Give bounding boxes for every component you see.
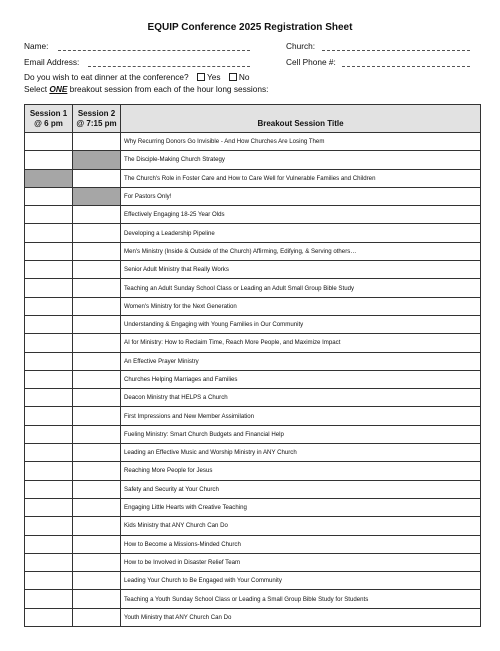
session1-select-cell[interactable] bbox=[25, 297, 73, 315]
session1-select-cell[interactable] bbox=[25, 133, 73, 151]
session1-select-cell[interactable] bbox=[25, 315, 73, 333]
session-title: The Disciple-Making Church Strategy bbox=[121, 151, 481, 169]
session-title: Leading an Effective Music and Worship Ministry in ANY Church bbox=[121, 444, 481, 462]
session1-select-cell[interactable] bbox=[25, 608, 73, 626]
session1-select-cell[interactable] bbox=[25, 187, 73, 205]
session1-select-cell[interactable] bbox=[25, 334, 73, 352]
session-title: Senior Adult Ministry that Really Works bbox=[121, 261, 481, 279]
session-title: Engaging Little Hearts with Creative Teaching bbox=[121, 498, 481, 516]
session-title: AI for Ministry: How to Reclaim Time, Reach More People, and Maximize Impact bbox=[121, 334, 481, 352]
session-title: How to Become a Missions-Minded Church bbox=[121, 535, 481, 553]
table-row bbox=[25, 590, 481, 608]
dinner-question: Do you wish to eat dinner at the conference? bbox=[24, 72, 189, 82]
table-row bbox=[25, 370, 481, 388]
session2-unavailable-cell bbox=[73, 151, 121, 169]
session2-select-cell[interactable] bbox=[73, 352, 121, 370]
session1-select-cell[interactable] bbox=[25, 224, 73, 242]
session1-select-cell[interactable] bbox=[25, 407, 73, 425]
session1-header bbox=[25, 105, 73, 133]
table-row bbox=[25, 535, 481, 553]
instruction-emphasis: ONE bbox=[49, 84, 68, 94]
session-title: Effectively Engaging 18-25 Year Olds bbox=[121, 206, 481, 224]
session2-select-cell[interactable] bbox=[73, 572, 121, 590]
session2-select-cell[interactable] bbox=[73, 462, 121, 480]
session2-select-cell[interactable] bbox=[73, 553, 121, 571]
table-row bbox=[25, 187, 481, 205]
session2-select-cell[interactable] bbox=[73, 297, 121, 315]
session-title: An Effective Prayer Ministry bbox=[121, 352, 481, 370]
table-row bbox=[25, 297, 481, 315]
session2-header bbox=[73, 105, 121, 133]
session1-select-cell[interactable] bbox=[25, 462, 73, 480]
table-row bbox=[25, 315, 481, 333]
session-title: For Pastors Only! bbox=[121, 187, 481, 205]
session2-unavailable-cell bbox=[73, 187, 121, 205]
table-row bbox=[25, 498, 481, 516]
session2-select-cell[interactable] bbox=[73, 608, 121, 626]
name-label: Name: bbox=[24, 41, 49, 51]
instruction bbox=[24, 84, 268, 94]
session1-select-cell[interactable] bbox=[25, 151, 73, 169]
session1-select-cell[interactable] bbox=[25, 590, 73, 608]
phone-label: Cell Phone #: bbox=[286, 57, 336, 67]
session2-select-cell[interactable] bbox=[73, 169, 121, 187]
page-title: EQUIP Conference 2025 Registration Sheet bbox=[147, 22, 353, 33]
dinner-no-checkbox[interactable] bbox=[229, 73, 237, 81]
table-row bbox=[25, 224, 481, 242]
session-title: Teaching a Youth Sunday School Class or Leading a Small Group Bible Study for Students bbox=[121, 590, 481, 608]
session-title: Teaching an Adult Sunday School Class or Leading an Adult Small Group Bible Study bbox=[121, 279, 481, 297]
breakout-session-table bbox=[24, 104, 481, 627]
table-row bbox=[25, 572, 481, 590]
session-title: How to be Involved in Disaster Relief Team bbox=[121, 553, 481, 571]
session1-select-cell[interactable] bbox=[25, 261, 73, 279]
table-row bbox=[25, 462, 481, 480]
session-title: Understanding & Engaging with Young Families in Our Community bbox=[121, 315, 481, 333]
session2-select-cell[interactable] bbox=[73, 334, 121, 352]
title-header: Breakout Session Title bbox=[121, 105, 481, 133]
session-title: Developing a Leadership Pipeline bbox=[121, 224, 481, 242]
email-field[interactable] bbox=[88, 66, 250, 67]
session-title: Leading Your Church to Be Engaged with Your Community bbox=[121, 572, 481, 590]
session-title: Kids Ministry that ANY Church Can Do bbox=[121, 517, 481, 535]
session2-select-cell[interactable] bbox=[73, 279, 121, 297]
session2-select-cell[interactable] bbox=[73, 444, 121, 462]
session2-select-cell[interactable] bbox=[73, 224, 121, 242]
session2-select-cell[interactable] bbox=[73, 389, 121, 407]
session2-select-cell[interactable] bbox=[73, 261, 121, 279]
table-row bbox=[25, 444, 481, 462]
dinner-yes-checkbox[interactable] bbox=[197, 73, 205, 81]
table-row bbox=[25, 407, 481, 425]
table-row bbox=[25, 352, 481, 370]
session1-select-cell[interactable] bbox=[25, 352, 73, 370]
table-row bbox=[25, 480, 481, 498]
session2-select-cell[interactable] bbox=[73, 315, 121, 333]
session1-select-cell[interactable] bbox=[25, 370, 73, 388]
dinner-no-label: No bbox=[238, 72, 250, 82]
session1-select-cell[interactable] bbox=[25, 425, 73, 443]
table-row bbox=[25, 608, 481, 626]
table-row bbox=[25, 553, 481, 571]
session1-header-line1: Session 1 bbox=[29, 108, 68, 118]
session1-select-cell[interactable] bbox=[25, 444, 73, 462]
session2-select-cell[interactable] bbox=[73, 498, 121, 516]
session-title: Churches Helping Marriages and Families bbox=[121, 370, 481, 388]
table-row bbox=[25, 169, 481, 187]
session-rows bbox=[25, 133, 481, 627]
session2-select-cell[interactable] bbox=[73, 206, 121, 224]
session2-select-cell[interactable] bbox=[73, 517, 121, 535]
session1-select-cell[interactable] bbox=[25, 517, 73, 535]
session1-select-cell[interactable] bbox=[25, 242, 73, 260]
table-row bbox=[25, 133, 481, 151]
session1-select-cell[interactable] bbox=[25, 572, 73, 590]
session1-unavailable-cell bbox=[25, 169, 73, 187]
session-title: Fueling Ministry: Smart Church Budgets and Financial Help bbox=[121, 425, 481, 443]
session2-select-cell[interactable] bbox=[73, 590, 121, 608]
session1-select-cell[interactable] bbox=[25, 553, 73, 571]
table-row bbox=[25, 242, 481, 260]
session1-select-cell[interactable] bbox=[25, 206, 73, 224]
session1-select-cell[interactable] bbox=[25, 498, 73, 516]
dinner-question-line bbox=[24, 72, 249, 82]
table-row bbox=[25, 517, 481, 535]
session1-select-cell[interactable] bbox=[25, 389, 73, 407]
table-row bbox=[25, 389, 481, 407]
session-title: Deacon Ministry that HELPS a Church bbox=[121, 389, 481, 407]
table-header-row bbox=[25, 105, 481, 133]
session2-header-line2: @ 7:15 pm bbox=[76, 118, 117, 128]
session1-select-cell[interactable] bbox=[25, 480, 73, 498]
session2-select-cell[interactable] bbox=[73, 480, 121, 498]
session2-header-line1: Session 2 bbox=[77, 108, 116, 118]
dinner-yes-label: Yes bbox=[206, 72, 221, 82]
session-title: Youth Ministry that ANY Church Can Do bbox=[121, 608, 481, 626]
session-title: First Impressions and New Member Assimilation bbox=[121, 407, 481, 425]
table-row bbox=[25, 206, 481, 224]
session-title: Why Recurring Donors Go Invisible - And How Churches Are Losing Them bbox=[121, 133, 481, 151]
table-row bbox=[25, 279, 481, 297]
instruction-before: Select bbox=[24, 84, 50, 94]
email-label: Email Address: bbox=[24, 57, 80, 67]
table-row bbox=[25, 425, 481, 443]
session1-header-line2: @ 6 pm bbox=[34, 118, 63, 128]
session2-select-cell[interactable] bbox=[73, 242, 121, 260]
session2-select-cell[interactable] bbox=[73, 133, 121, 151]
table-row bbox=[25, 334, 481, 352]
church-field[interactable] bbox=[322, 50, 470, 51]
session-title: Safety and Security at Your Church bbox=[121, 480, 481, 498]
session1-select-cell[interactable] bbox=[25, 279, 73, 297]
table-row bbox=[25, 151, 481, 169]
instruction-after: breakout session from each of the hour long sessions: bbox=[67, 84, 269, 94]
session2-select-cell[interactable] bbox=[73, 370, 121, 388]
church-label: Church: bbox=[286, 41, 316, 51]
session-title: The Church's Role in Foster Care and How to Care Well for Vulnerable Families and Children bbox=[121, 169, 481, 187]
session2-select-cell[interactable] bbox=[73, 407, 121, 425]
session2-select-cell[interactable] bbox=[73, 535, 121, 553]
session-title: Men's Ministry (Inside & Outside of the Church) Affirming, Edifying, & Serving others… bbox=[121, 242, 481, 260]
session-title: Women's Ministry for the Next Generation bbox=[121, 297, 481, 315]
table-row bbox=[25, 261, 481, 279]
name-field[interactable] bbox=[58, 50, 250, 51]
session2-select-cell[interactable] bbox=[73, 425, 121, 443]
session1-select-cell[interactable] bbox=[25, 535, 73, 553]
phone-field[interactable] bbox=[342, 66, 470, 67]
session-title: Reaching More People for Jesus bbox=[121, 462, 481, 480]
